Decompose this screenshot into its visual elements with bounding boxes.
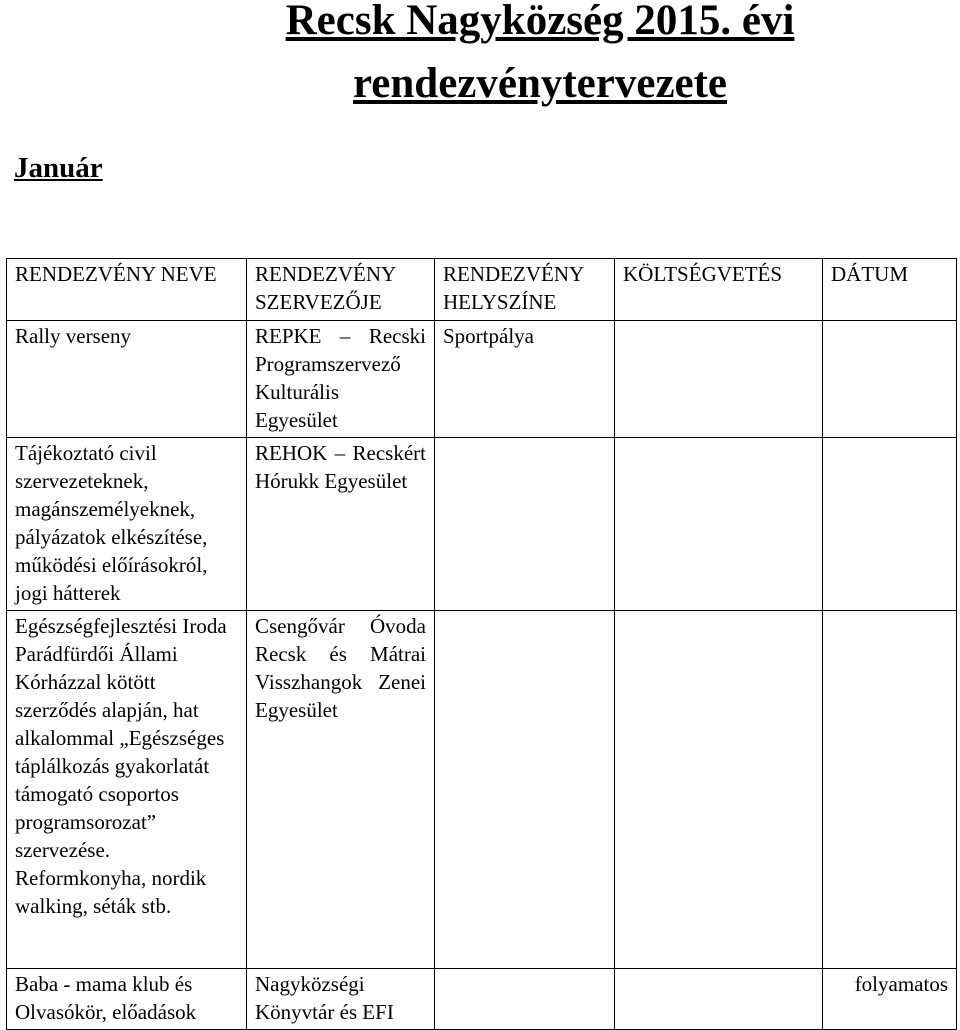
cell-event-name: Rally verseny — [7, 321, 247, 438]
cell-location — [435, 969, 615, 1030]
events-table — [6, 258, 957, 1030]
header-date: DÁTUM — [823, 259, 957, 321]
cell-organizer: Nagyközségi Könyvtár és EFI — [247, 969, 435, 1030]
header-event-name: RENDEZVÉNY NEVE — [7, 259, 247, 321]
table-row — [7, 969, 957, 1030]
cell-budget — [615, 321, 823, 438]
document-title-line1: Recsk Nagyközség 2015. évi — [285, 0, 795, 44]
cell-organizer: REHOK – Recskért Hórukk Egyesület — [247, 438, 435, 611]
cell-date — [823, 321, 957, 438]
cell-date — [823, 438, 957, 611]
cell-organizer: Csengővár Óvoda Recsk és Mátrai Visszhangok Zenei Egyesület — [247, 611, 435, 969]
table-row — [7, 611, 957, 969]
document-title-line2: rendezvénytervezete — [352, 60, 728, 107]
header-budget: KÖLTSÉGVETÉS — [615, 259, 823, 321]
table-row — [7, 438, 957, 611]
cell-date: folyamatos — [823, 969, 957, 1030]
cell-organizer: REPKE – Recski Programszervező Kulturális Egyesület — [247, 321, 435, 438]
cell-event-name: Tájékoztató civil szervezeteknek, magánszemélyeknek, pályázatok elkészítése, működési előírásokról, jogi hátterek — [7, 438, 247, 611]
header-event-location: RENDEZVÉNY HELYSZÍNE — [435, 259, 615, 321]
cell-event-name: Egészségfejlesztési Iroda Parádfürdői Állami Kórházzal kötött szerződés alapján, hat alkalommal „Egészséges táplálkozás gyakorlatát támogató csoportos programsorozat” szervezése. Reformkonyha, nordik walking, séták stb. — [7, 611, 247, 969]
cell-budget — [615, 438, 823, 611]
cell-location — [435, 438, 615, 611]
table-header-row — [7, 259, 957, 321]
cell-event-name: Baba - mama klub és Olvasókör, előadások — [7, 969, 247, 1030]
table-row — [7, 321, 957, 438]
cell-budget — [615, 969, 823, 1030]
month-heading: Január — [14, 152, 103, 184]
cell-budget — [615, 611, 823, 969]
header-event-organizer: RENDEZVÉNY SZERVEZŐJE — [247, 259, 435, 321]
cell-date — [823, 611, 957, 969]
cell-location: Sportpálya — [435, 321, 615, 438]
cell-location — [435, 611, 615, 969]
